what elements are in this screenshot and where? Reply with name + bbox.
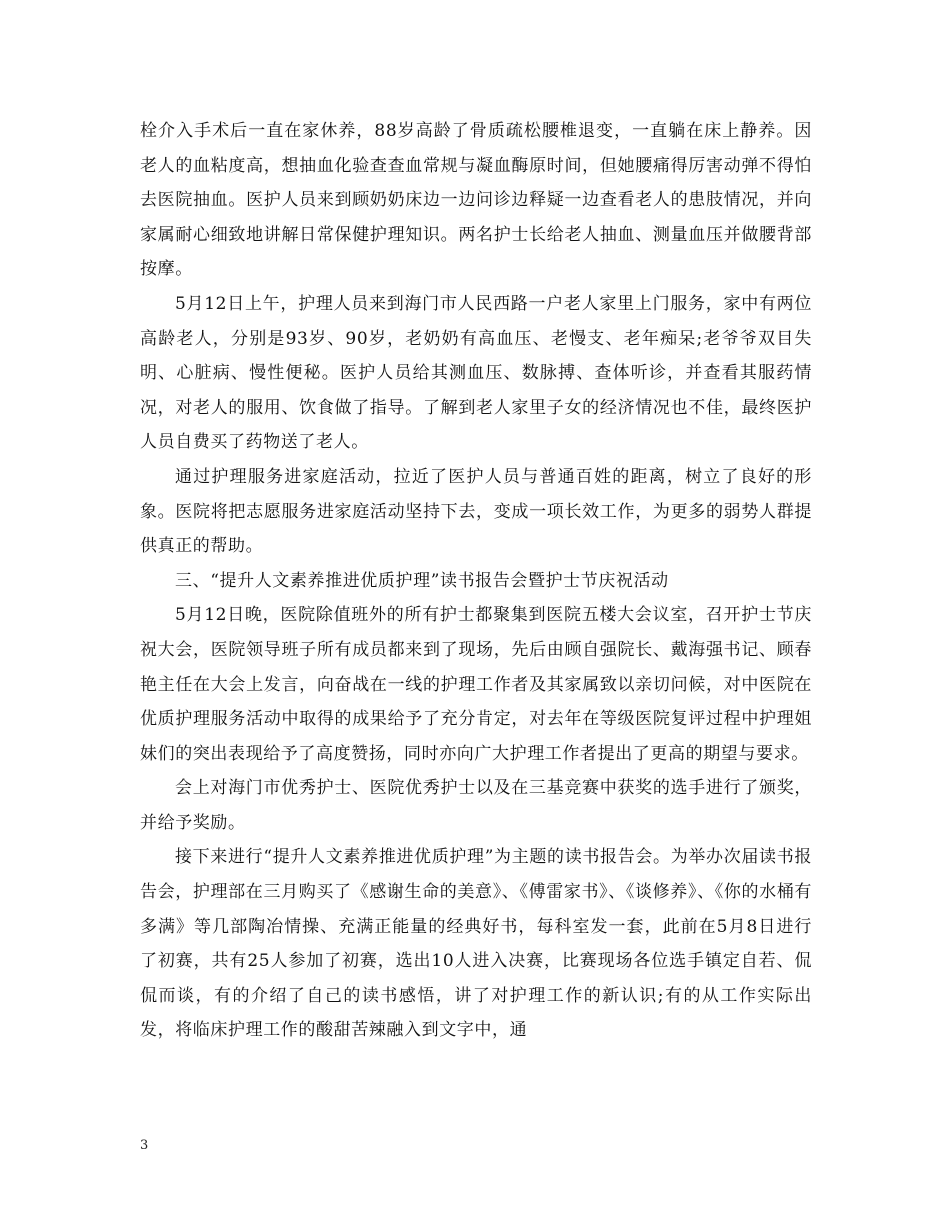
section-heading: 三、“提升人文素养推进优质护理”读书报告会暨护士节庆祝活动 — [175, 570, 669, 591]
paragraph-home-visit: 5月12日上午，护理人员来到海门市人民西路一户老人家里上门服务，家中有两位高龄老人，分别是93岁、90岁，老奶奶有高血压、老慢支、老年痴呆;老爷爷双目失明、心脏病、慢性便秘。医护人员给其测血压、数脉搏、查体听诊，并查看其服药情况，对老人的服用、饮食做了指导。了解到老人家里子女的经济情况也不佳，最终医护人员自费买了药物送了老人。 — [140, 293, 812, 453]
document-body — [140, 114, 812, 1048]
page-number: 3 — [140, 1138, 149, 1153]
paragraph-activity-summary: 通过护理服务进家庭活动，拉近了医护人员与普通百姓的距离，树立了良好的形象。医院将把志愿服务进家庭活动坚持下去，变成一项长效工作，为更多的弱势人群提供真正的帮助。 — [140, 466, 812, 557]
paragraph-awards: 会上对海门市优秀护士、医院优秀护士以及在三基竞赛中获奖的选手进行了颁奖，并给予奖励。 — [140, 778, 812, 833]
paragraph-continued: 栓介入手术后一直在家休养，88岁高龄了骨质疏松腰椎退变，一直躺在床上静养。因老人的血粘度高，想抽血化验查查血常规与凝血酶原时间，但她腰痛得厉害动弹不得怕去医院抽血。医护人员来到顾奶奶床边一边问诊边释疑一边查看老人的患肢情况，并向家属耐心细致地讲解日常保健护理知识。两名护士长给老人抽血、测量血压并做腰背部按摩。 — [140, 121, 812, 280]
paragraph-nurses-day: 5月12日晚，医院除值班外的所有护士都聚集到医院五楼大会议室，召开护士节庆祝大会，医院领导班子所有成员都来到了现场，先后由顾自强院长、戴海强书记、顾春艳主任在大会上发言，向奋战在一线的护理工作者及其家属致以亲切问候，对中医院在优质护理服务活动中取得的成果给予了充分肯定，对去年在等级医院复评过程中护理姐妹们的突出表现给予了高度赞扬，同时亦向广大护理工作者提出了更高的期望与要求。 — [140, 605, 812, 764]
paragraph-reading-report: 接下来进行“提升人文素养推进优质护理”为主题的读书报告会。为举办次届读书报告会，护理部在三月购买了《感谢生命的美意》、《傅雷家书》、《谈修养》、《你的水桶有多满》等几部陶冶情操、充满正能量的经典好书，每科室发一套，此前在5月8日进行了初赛，共有25人参加了初赛，选出10人进入决赛，比赛现场各位选手镇定自若、侃侃而谈，有的介绍了自己的读书感悟，讲了对护理工作的新认识;有的从工作实际出发，将临床护理工作的酸甜苦辣融入到文字中，通 — [140, 847, 812, 1041]
